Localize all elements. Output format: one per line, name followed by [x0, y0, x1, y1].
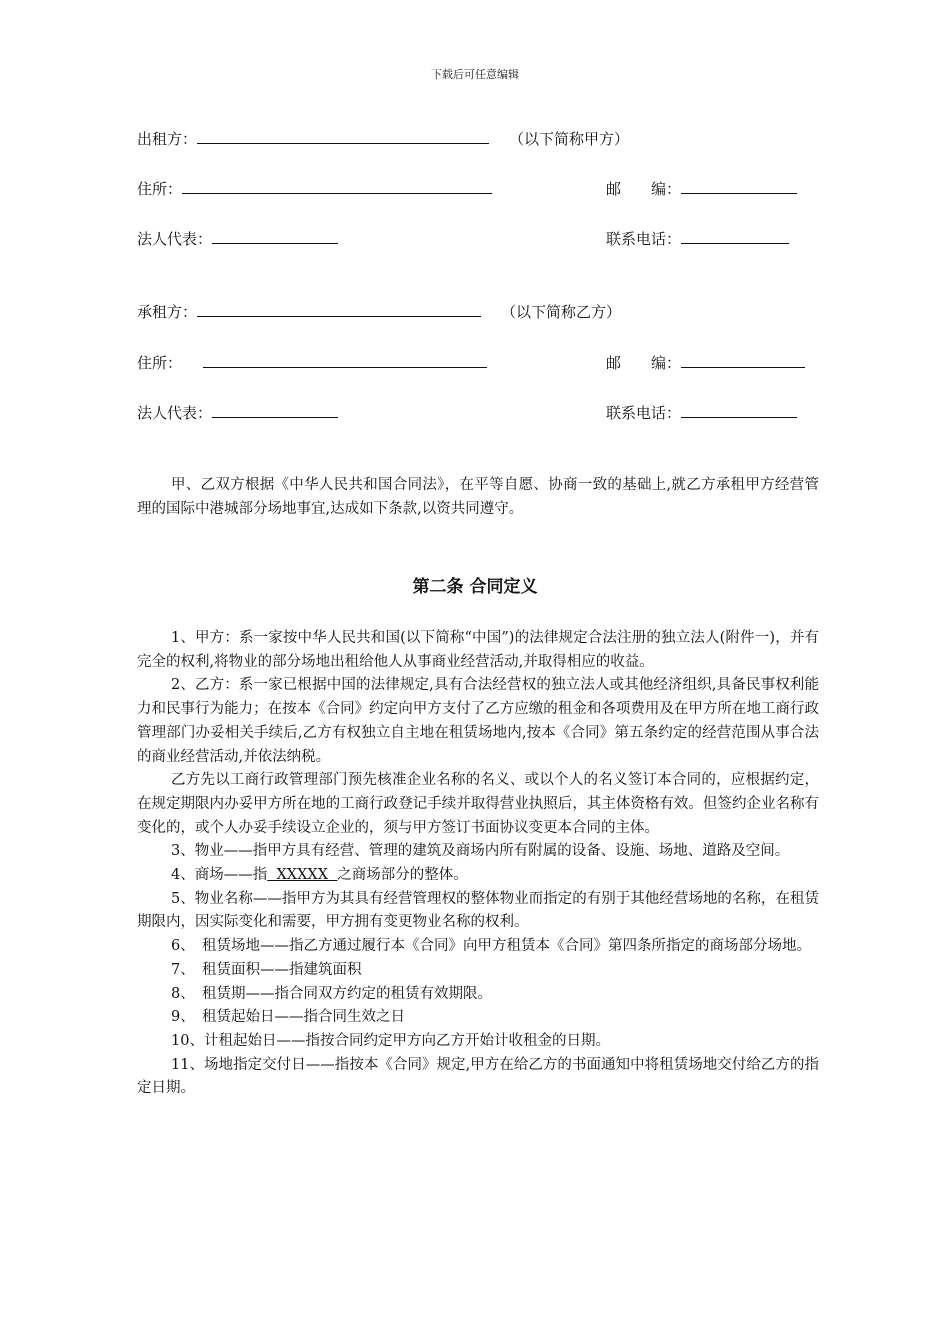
address-b-blank[interactable] [203, 353, 487, 368]
postcode-b-row [606, 352, 805, 373]
clause-8: 8、 租赁期——指合同双方约定的租赁有效期限。 [171, 985, 492, 1002]
legal-rep-a-row [137, 228, 338, 249]
phone-a-label: 联系电话： [606, 230, 682, 248]
clause-3: 3、物业——指甲方具有经营、管理的建筑及商场内所有附属的设备、设施、场地、道路及空间。 [171, 843, 790, 860]
legal-rep-b-blank[interactable] [212, 403, 338, 418]
address-a-blank[interactable] [182, 179, 492, 194]
clause-2: 2、乙方：系一家已根据中国的法律规定,具有合法经营权的独立法人或其他经济组织,具备民事权利能力和民事行为能力；在按本《合同》约定向甲方支付了乙方应缴的租金和各项费用及在甲方所在地工商行政管理部门办妥相关手续后,乙方有权独立自主地在租赁场地内,按本《合同》第五条约定的经营范围从事合法的商业经营活动,并依法纳税。 [137, 677, 819, 765]
clause-4-prefix: 4、商场——指 [171, 867, 268, 884]
lessee-row [137, 301, 621, 322]
lessor-blank[interactable] [197, 129, 489, 144]
legal-rep-b-label: 法人代表： [137, 404, 213, 422]
lessor-label: 出租方： [137, 130, 198, 148]
clause-6: 6、 租赁场地——指乙方通过履行本《合同》向甲方租赁本《合同》第四条所指定的商场部分场地。 [171, 938, 811, 955]
intro-paragraph: 甲、乙双方根据《中华人民共和国合同法》，在平等自愿、协商一致的基础上,就乙方承租甲方经营管理的国际中港城部分场地事宜,达成如下条款,以资共同遵守。 [137, 477, 819, 517]
phone-b-row [606, 402, 797, 423]
address-a-row [137, 178, 492, 199]
postcode-b-label: 邮 编： [606, 354, 682, 372]
lessee-suffix: （以下简称乙方） [501, 303, 622, 321]
clause-4 [137, 864, 819, 888]
page-header: 下载后可任意编辑 [431, 68, 519, 81]
legal-rep-a-blank[interactable] [212, 229, 338, 244]
clause-4-blank: XXXXX [267, 867, 338, 884]
clause-9: 9、 租赁起始日——指合同生效之日 [171, 1009, 405, 1026]
legal-rep-b-row [137, 402, 338, 423]
postcode-b-blank[interactable] [681, 353, 805, 368]
clause-2-supplement: 乙方先以工商行政管理部门预先核准企业名称的名义、或以个人的名义签订本合同的，应根据约定，在规定期限内办妥甲方所在地的工商行政登记手续并取得营业执照后，其主体资格有效。但签约企业名称有变化的，或个人办妥手续设立企业的，须与甲方签订书面协议变更本合同的主体。 [137, 772, 819, 836]
section-title: 第二条 合同定义 [412, 577, 538, 597]
phone-b-label: 联系电话： [606, 404, 682, 422]
postcode-a-row [606, 178, 797, 199]
clause-7: 7、 租赁面积——指建筑面积 [171, 961, 362, 978]
lessee-label: 承租方： [137, 303, 198, 321]
clause-5: 5、物业名称——指甲方为其具有经营管理权的整体物业而指定的有别于其他经营场地的名称，在租赁期限内，因实际变化和需要，甲方拥有变更物业名称的权利。 [137, 890, 819, 931]
clause-11: 11、场地指定交付日——指按本《合同》规定,甲方在给乙方的书面通知中将租赁场地交付给乙方的指定日期。 [137, 1056, 819, 1097]
lessor-row [137, 128, 629, 149]
address-b-label: 住所： [137, 354, 183, 372]
clauses-body [137, 627, 819, 1101]
clause-4-suffix: 之商场部分的整体。 [337, 867, 468, 884]
postcode-a-blank[interactable] [681, 179, 797, 194]
postcode-a-label: 邮 编： [606, 180, 682, 198]
legal-rep-a-label: 法人代表： [137, 230, 213, 248]
clause-10: 10、计租起始日——指按合同约定甲方向乙方开始计收租金的日期。 [171, 1032, 610, 1049]
lessor-suffix: （以下简称甲方） [509, 130, 630, 148]
phone-a-row [606, 228, 789, 249]
phone-b-blank[interactable] [681, 403, 797, 418]
lessee-blank[interactable] [197, 302, 481, 317]
phone-a-blank[interactable] [681, 229, 789, 244]
address-a-label: 住所： [137, 180, 183, 198]
clause-1: 1、甲方：系一家按中华人民共和国(以下简称“中国”)的法律规定合法注册的独立法人(附件一)，并有完全的权利,将物业的部分场地出租给他人从事商业经营活动,并取得相应的收益。 [137, 630, 819, 670]
address-b-row [137, 352, 487, 373]
